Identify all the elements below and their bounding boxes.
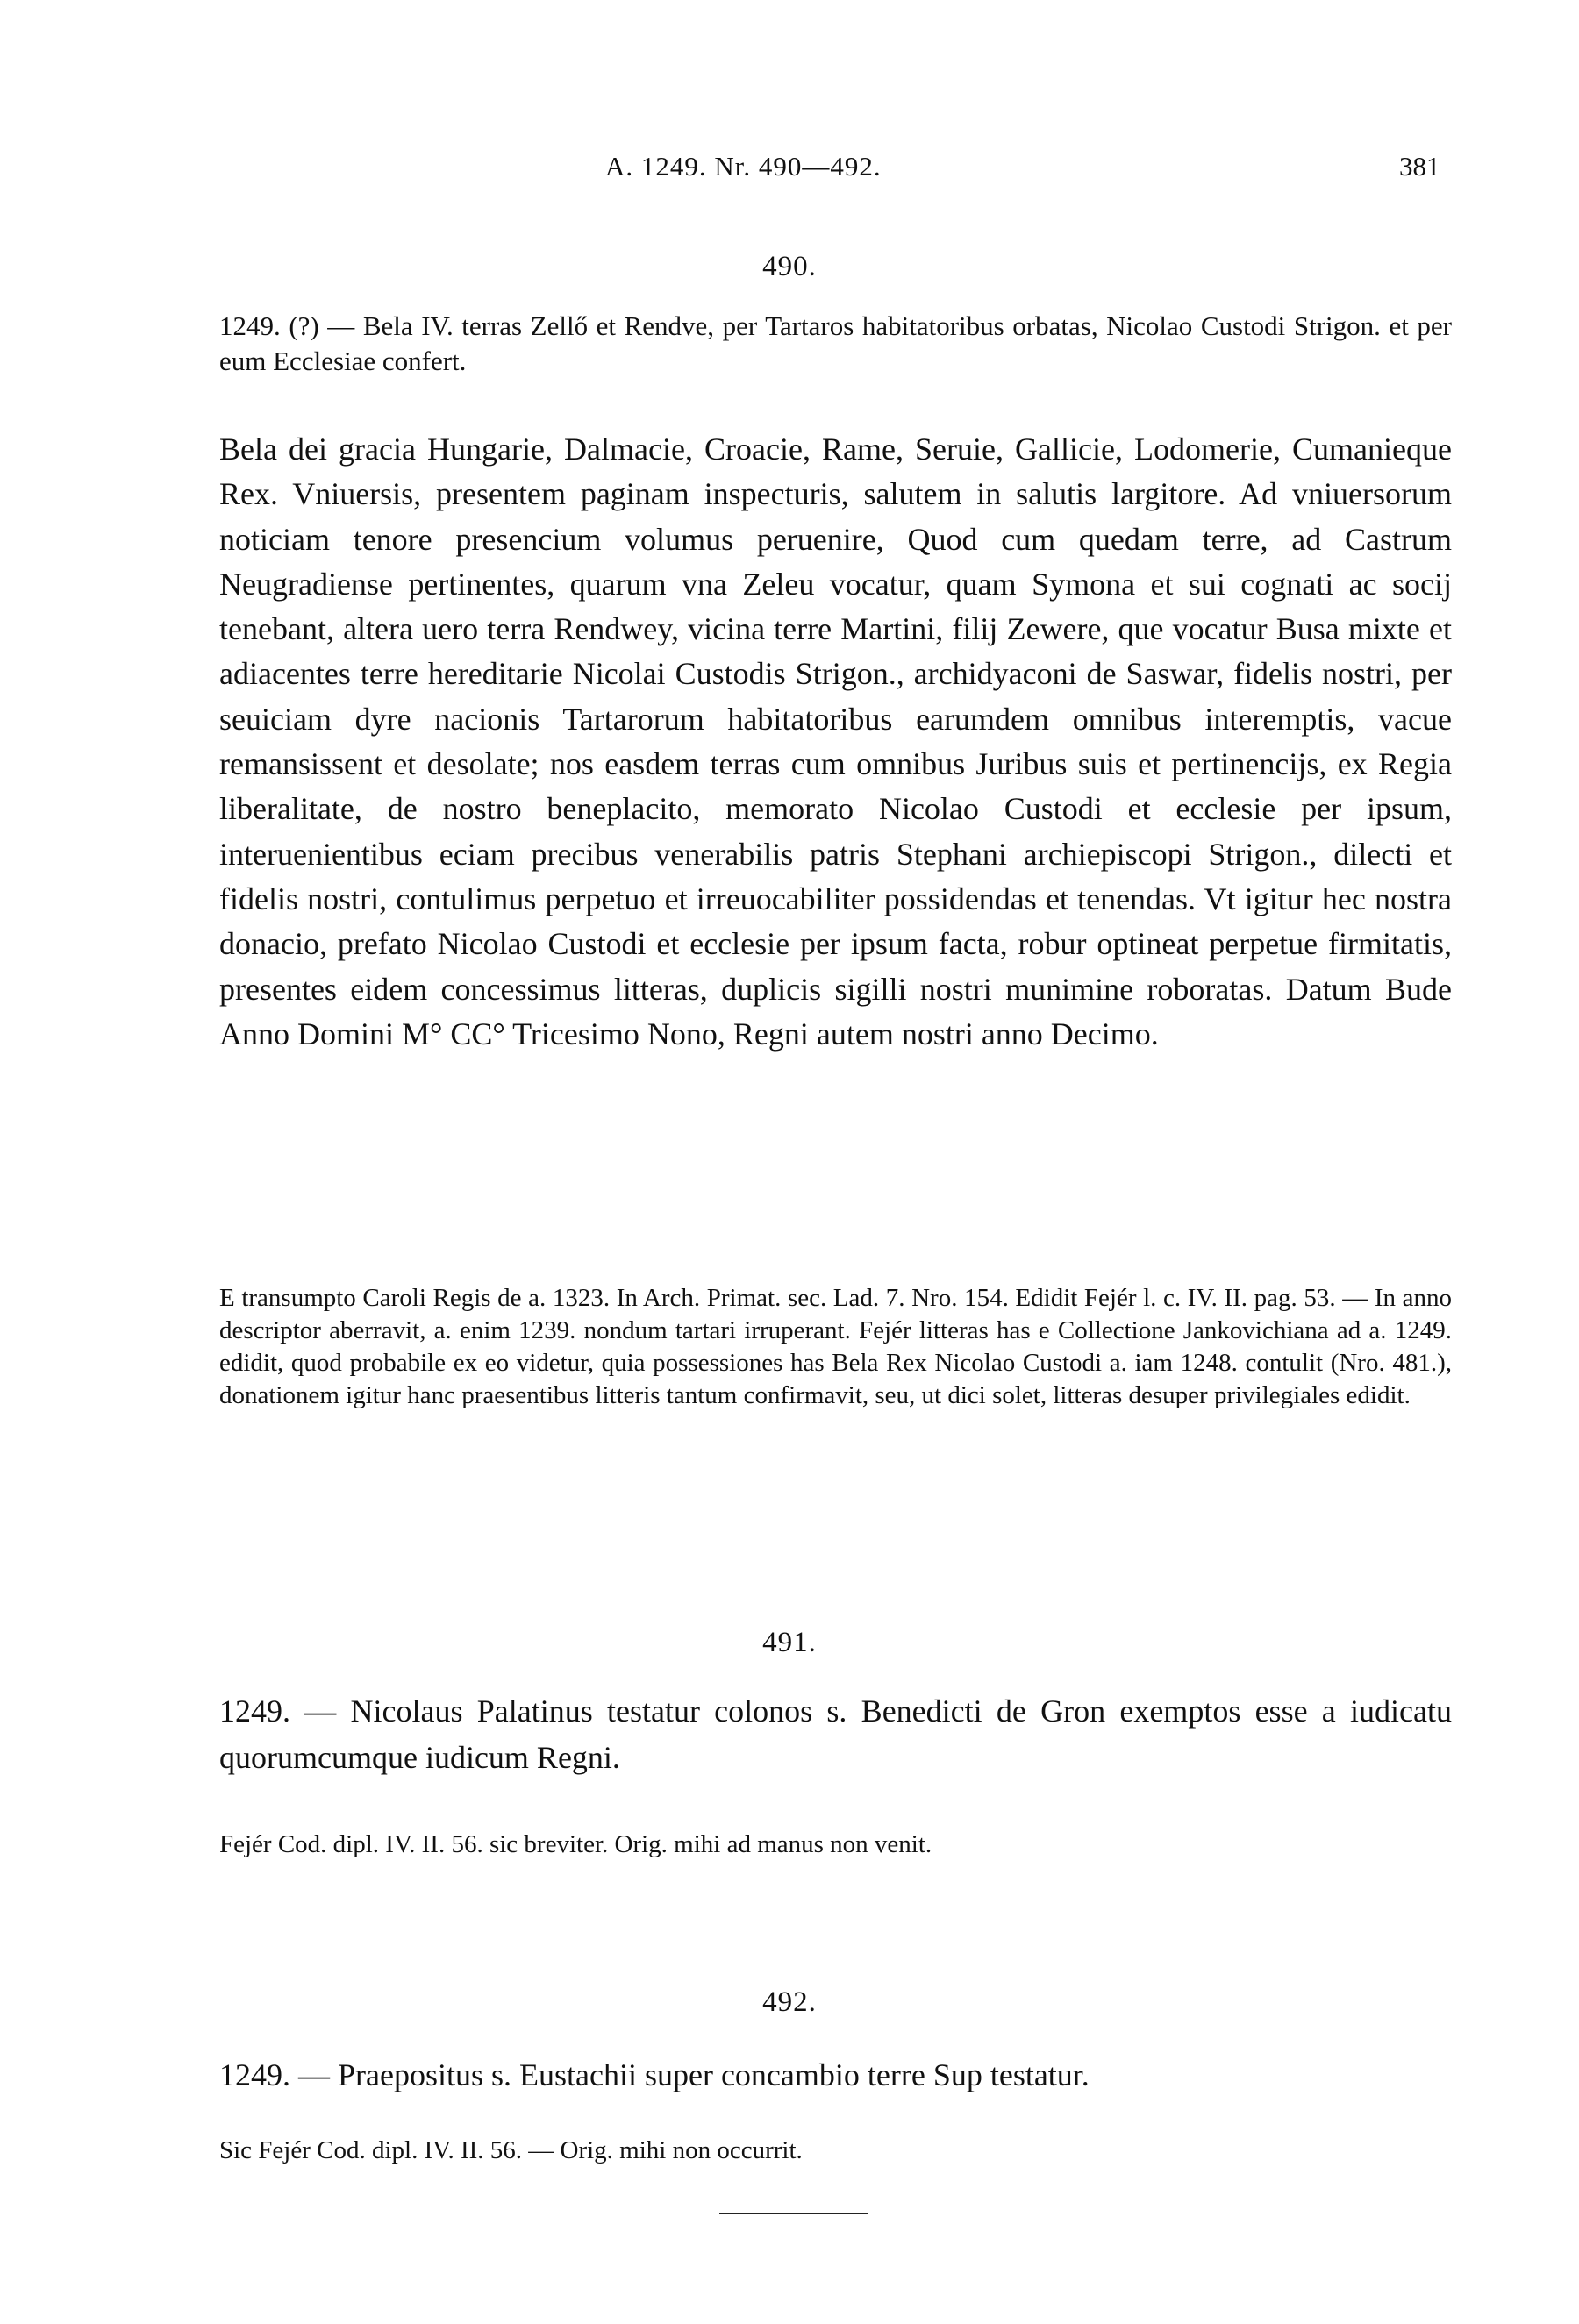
entry-number-491: 491.: [762, 1627, 817, 1658]
end-rule: [719, 2213, 868, 2214]
running-head: A. 1249. Nr. 490—492.: [605, 151, 882, 182]
entry-491-note: Fejér Cod. dipl. IV. II. 56. sic breviter. Orig. mihi ad manus non venit.: [219, 1830, 932, 1858]
entry-492-regest: 1249. — Praepositus s. Eustachii super concambio terre Sup testatur.: [219, 2057, 1090, 2092]
page-number: 381: [1399, 151, 1440, 182]
entry-490-note: E transumpto Caroli Regis de a. 1323. In Arch. Primat. sec. Lad. 7. Nro. 154. Edidit Fejér l. c. IV. II. pag. 53. — In anno descriptor aberravit, a. enim 1239. nondum tartari irruperant. Fejér litteras has e Collectione Jankovichiana ad a. 1249. edidit, quod probabile ex eo videtur, quia possessiones has Bela Rex Nicolao Custodi a. iam 1248. contulit (Nro. 481.), donationem igitur hanc praesentibus litteris tantum confirmavit, seu, ut dici solet, litteras desuper privilegiales edidit.: [219, 1284, 1452, 1409]
entry-491-regest: 1249. — Nicolaus Palatinus testatur colonos s. Benedicti de Gron exemptos esse a iudicatu quorumcumque iudicum Regni.: [219, 1693, 1452, 1775]
entry-490-text: Bela dei gracia Hungarie, Dalmacie, Croacie, Rame, Seruie, Gallicie, Lodomerie, Cumanieque Rex. Vniuersis, presentem paginam inspecturis, salutem in salutis largitore. Ad vniuersorum noticiam tenore presencium volumus peruenire, Quod cum quedam terre, ad Castrum Neugradiense pertinentes, quarum vna Zeleu vocatur, quam Symona et sui cognati ac socij tenebant, altera uero terra Rendwey, vicina terre Martini, filij Zewere, que vocatur Busa mixte et adiacentes terre hereditarie Nicolai Custodis Strigon., archidyaconi de Saswar, fidelis nostri, per seuiciam dyre nacionis Tartarorum habitatoribus earumdem omnibus interemptis, vacue remansissent et desolate; nos easdem terras cum omnibus Juribus suis et pertinencijs, ex Regia liberalitate, de nostro beneplacito, memorato Nicolao Custodi et ecclesie per ipsum, interuenientibus eciam precibus venerabilis patris Stephani archiepiscopi Strigon., dilecti et fidelis nostri, contulimus perpetuo et irreuocabiliter possidendas et tenendas. Vt igitur hec nostra donacio, prefato Nicolao Custodi et ecclesie per ipsum facta, robur optineat perpetue firmitatis, presentes eidem concessimus litteras, duplicis sigilli nostri munimine roboratas. Datum Bude Anno Domini M° CC° Tricesimo Nono, Regni autem nostri anno Decimo.: [219, 431, 1452, 1052]
entry-number-492: 492.: [762, 1986, 817, 2018]
entry-490-regest: 1249. (?) — Bela IV. terras Zellő et Rendve, per Tartaros habitatoribus orbatas, Nicolao Custodi Strigon. et per eum Ecclesiae confert.: [219, 310, 1452, 376]
entry-492-note: Sic Fejér Cod. dipl. IV. II. 56. — Orig. mihi non occurrit.: [219, 2136, 803, 2164]
entry-number-490: 490.: [762, 251, 817, 282]
